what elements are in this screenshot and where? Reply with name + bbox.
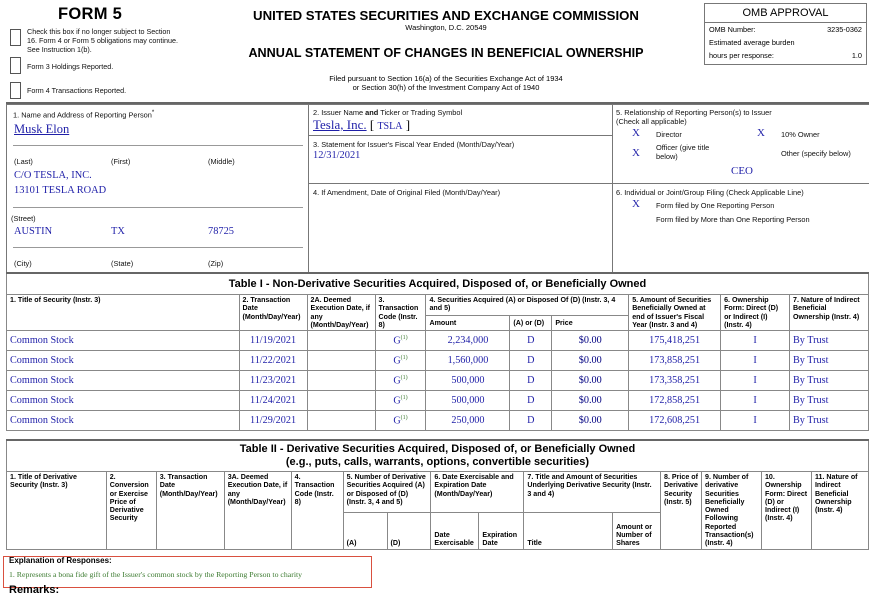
col-amount-owned: 5. Amount of Securities Beneficially Owned at end of Issuer's Fiscal Year (Instr. 3 and 4) [629, 295, 721, 331]
city-value: AUSTIN [14, 226, 53, 237]
label-line: Check this box if no longer subject to Section [27, 27, 171, 36]
col-securities-acquired-disposed: 4. Securities Acquired (A) or Disposed Of (D) (Instr. 3, 4 and 5) [426, 295, 629, 316]
no-longer-subject-label [27, 27, 178, 54]
col-underlying-title: Title [524, 513, 613, 550]
price: $0.00 [552, 371, 629, 391]
col-expiration-date: Expiration Date [479, 513, 524, 550]
col-nature-of-ownership: 11. Nature of Indirect Beneficial Ownership (Instr. 4) [811, 472, 868, 550]
owner10-check-mark[interactable]: X [757, 127, 765, 139]
asterisk: * [151, 110, 155, 116]
amount: 1,560,000 [426, 351, 510, 371]
name-underline [13, 145, 303, 146]
transaction-code [375, 411, 426, 431]
omb-number-value: 3235-0362 [827, 25, 862, 34]
amount: 500,000 [426, 371, 510, 391]
transaction-date: 11/29/2021 [239, 411, 307, 431]
deemed-date [307, 391, 375, 411]
transaction-code [375, 351, 426, 371]
table-2-title [7, 440, 869, 472]
price: $0.00 [552, 391, 629, 411]
col-price: Price [552, 315, 629, 331]
box3-divider [308, 183, 613, 184]
ticker-close-bracket: ] [405, 117, 411, 132]
form3-holdings-label: Form 3 Holdings Reported. [27, 62, 114, 71]
footnote-ref[interactable]: (1) [400, 354, 408, 361]
box2-label-post: Ticker or Trading Symbol [378, 108, 463, 117]
fiscal-year-end-value: 12/31/2021 [313, 150, 361, 161]
label-line: See Instruction 1(b). [27, 45, 92, 54]
col-number-of-derivatives: 5. Number of Derivative Securities Acquired (A) or Disposed of (D) (Instr. 3, 4 and 5) [343, 472, 431, 513]
box3-label: 3. Statement for Issuer's Fiscal Year Ended (Month/Day/Year) [313, 140, 515, 149]
deemed-date [307, 351, 375, 371]
box5-label [616, 108, 772, 126]
street-underline [13, 207, 303, 208]
deemed-date [307, 371, 375, 391]
col-underlying-securities: 7. Title and Amount of Securities Underlying Derivative Security (Instr. 3 and 4) [524, 472, 661, 513]
issuer-row [313, 117, 410, 133]
divider-col-1 [308, 104, 309, 272]
col-ownership-form: 10. Ownership Form: Direct (D) or Indirect (I) (Instr. 4) [761, 472, 811, 550]
form4-transactions-checkbox[interactable] [10, 82, 21, 99]
col-date-exercisable: Date Exercisable [431, 513, 479, 550]
nature-of-ownership: By Trust [790, 391, 869, 411]
explanation-title: Explanation of Responses: [9, 556, 112, 565]
col-nature-of-ownership: 7. Nature of Indirect Beneficial Ownership (Instr. 4) [790, 295, 869, 331]
table-row [7, 391, 869, 411]
footnote-ref[interactable]: (1) [400, 394, 408, 401]
one-person-label: Form filed by One Reporting Person [656, 201, 775, 210]
a-or-d: D [510, 371, 552, 391]
omb-title: OMB APPROVAL [705, 4, 866, 23]
col-derivative-price: 8. Price of Derivative Security (Instr. 5) [661, 472, 702, 550]
filed-line-1: Filed pursuant to Section 16(a) of the Securities Exchange Act of 1934 [329, 74, 563, 83]
amount: 250,000 [426, 411, 510, 431]
agency-location: Washington, D.C. 20549 [405, 23, 487, 32]
ownership-form: I [721, 351, 790, 371]
code-value: G [393, 375, 401, 387]
code-value: G [393, 395, 401, 407]
filed-pursuant [252, 74, 640, 92]
officer-label-1: Officer (give title [656, 143, 710, 152]
table-row [7, 351, 869, 371]
street-line-1: C/O TESLA, INC. [14, 170, 92, 181]
nature-of-ownership: By Trust [790, 411, 869, 431]
state-value: TX [111, 226, 125, 237]
box5-divider [612, 183, 869, 184]
a-or-d: D [510, 411, 552, 431]
officer-title-value: CEO [731, 165, 753, 177]
nature-of-ownership: By Trust [790, 331, 869, 351]
col-acquired-a: (A) [343, 513, 387, 550]
omb-number-row [705, 23, 866, 36]
col-date-exercisable-expiration: 6. Date Exercisable and Expiration Date (Month/Day/Year) [431, 472, 524, 513]
form3-holdings-checkbox[interactable] [10, 57, 21, 74]
street-line-2: 13101 TESLA ROAD [14, 185, 107, 196]
col-amount: Amount [426, 315, 510, 331]
omb-hours-row [705, 49, 866, 62]
ticker-open-bracket: [ [369, 117, 375, 132]
issuer-name-link[interactable]: Tesla, Inc. [313, 117, 367, 132]
ownership-form: I [721, 391, 790, 411]
box2-label-bold: and [365, 108, 379, 117]
owner10-label: 10% Owner [781, 130, 820, 139]
amount-owned: 172,608,251 [629, 411, 721, 431]
street-label: (Street) [11, 214, 36, 223]
box2-divider [308, 135, 613, 136]
security-title: Common Stock [7, 331, 240, 351]
col-transaction-date: 2. Transaction Date (Month/Day/Year) [239, 295, 307, 331]
box6-label: 6. Individual or Joint/Group Filing (Check Applicable Line) [616, 188, 804, 197]
agency-title: UNITED STATES SECURITIES AND EXCHANGE COMMISSION [253, 8, 639, 23]
ticker-symbol: TSLA [377, 121, 403, 132]
first-label: (First) [111, 157, 131, 166]
code-value: G [393, 415, 401, 427]
code-value: G [393, 335, 401, 347]
no-longer-subject-checkbox[interactable] [10, 29, 21, 46]
transaction-code [375, 331, 426, 351]
price: $0.00 [552, 351, 629, 371]
director-label: Director [656, 130, 682, 139]
omb-burden-row [705, 36, 866, 49]
box2-label [313, 108, 462, 117]
deemed-date [307, 411, 375, 431]
col-transaction-date: 3. Transaction Date (Month/Day/Year) [156, 472, 224, 550]
form-title: FORM 5 [58, 5, 123, 23]
a-or-d: D [510, 391, 552, 411]
box5-label-line2: (Check all applicable) [616, 117, 687, 126]
officer-check-mark[interactable]: X [632, 147, 640, 159]
col-conversion-price: 2. Conversion or Exercise Price of Derivative Security [106, 472, 156, 550]
divider-col-2 [612, 104, 613, 272]
table-row [7, 371, 869, 391]
zip-label: (Zip) [208, 259, 224, 268]
ownership-form: I [721, 331, 790, 351]
transaction-date: 11/22/2021 [239, 351, 307, 371]
footnote-1: 1. Represents a bona fide gift of the Issuer's common stock by the Reporting Person to charity [9, 570, 303, 579]
box1-label-text: 1. Name and Address of Reporting Person [13, 110, 152, 120]
security-title: Common Stock [7, 411, 240, 431]
table-2-title-line1: Table II - Derivative Securities Acquired, Disposed of, or Beneficially Owned [239, 443, 636, 455]
transaction-date: 11/23/2021 [239, 371, 307, 391]
omb-burden-label: Estimated average burden [709, 38, 795, 47]
zip-value: 78725 [208, 226, 234, 237]
city-underline [13, 247, 303, 248]
director-check-mark[interactable]: X [632, 127, 640, 139]
col-deemed-execution-date: 3A. Deemed Execution Date, if any (Month/Day/Year) [224, 472, 291, 550]
label-line: 16. Form 4 or Form 5 obligations may continue. [27, 36, 179, 45]
footnote-ref[interactable]: (1) [400, 334, 408, 341]
omb-hours-label: hours per response: [709, 51, 774, 60]
col-deemed-execution-date: 2A. Deemed Execution Date, if any (Month/Day/Year) [307, 295, 375, 331]
statement-title: ANNUAL STATEMENT OF CHANGES IN BENEFICIAL OWNERSHIP [248, 46, 644, 60]
nature-of-ownership: By Trust [790, 351, 869, 371]
security-title: Common Stock [7, 351, 240, 371]
a-or-d: D [510, 331, 552, 351]
transaction-code [375, 391, 426, 411]
officer-label-2: below) [656, 151, 678, 161]
form4-transactions-label: Form 4 Transactions Reported. [27, 86, 127, 95]
table-2-derivative [6, 439, 869, 550]
last-label: (Last) [14, 157, 33, 166]
filed-line-2: or Section 30(h) of the Investment Company Act of 1940 [352, 83, 540, 92]
transaction-date: 11/24/2021 [239, 391, 307, 411]
multi-person-label: Form filed by More than One Reporting Person [656, 215, 810, 224]
box4-label: 4. If Amendment, Date of Original Filed (Month/Day/Year) [313, 188, 501, 197]
amount-owned: 175,418,251 [629, 331, 721, 351]
price: $0.00 [552, 331, 629, 351]
a-or-d: D [510, 351, 552, 371]
amount: 500,000 [426, 391, 510, 411]
ownership-form: I [721, 411, 790, 431]
table-row [7, 411, 869, 431]
nature-of-ownership: By Trust [790, 371, 869, 391]
col-underlying-amount: Amount or Number of Shares [613, 513, 661, 550]
footnote-ref[interactable]: (1) [400, 374, 408, 381]
table-2-title-line2: (e.g., puts, calls, warrants, options, convertible securities) [285, 456, 590, 468]
one-person-check-mark[interactable]: X [632, 198, 640, 210]
top-divider [6, 102, 869, 104]
amount-owned: 173,858,251 [629, 351, 721, 371]
table-row [7, 331, 869, 351]
amount-owned: 172,858,251 [629, 391, 721, 411]
transaction-code [375, 371, 426, 391]
omb-number-label: OMB Number: [709, 25, 756, 34]
city-label: (City) [14, 259, 32, 268]
transaction-date: 11/19/2021 [239, 331, 307, 351]
ownership-form: I [721, 371, 790, 391]
security-title: Common Stock [7, 371, 240, 391]
middle-label: (Middle) [208, 157, 235, 166]
omb-approval-box [704, 3, 867, 65]
other-label: Other (specify below) [781, 149, 851, 158]
officer-label [656, 144, 709, 161]
col-derivative-title: 1. Title of Derivative Security (Instr. 3) [7, 472, 107, 550]
table-1-title: Table I - Non-Derivative Securities Acquired, Disposed of, or Beneficially Owned [7, 273, 869, 295]
state-label: (State) [111, 259, 134, 268]
price: $0.00 [552, 411, 629, 431]
deemed-date [307, 331, 375, 351]
table-1-non-derivative [6, 272, 869, 431]
col-disposed-d: (D) [387, 513, 431, 550]
box2-label-pre: 2. Issuer Name [313, 108, 366, 117]
box1-label [13, 110, 154, 119]
code-value: G [393, 355, 401, 367]
footnote-ref[interactable]: (1) [400, 414, 408, 421]
amount: 2,234,000 [426, 331, 510, 351]
col-transaction-code: 4. Transaction Code (Instr. 8) [291, 472, 343, 550]
col-ownership-form: 6. Ownership Form: Direct (D) or Indirect (I) (Instr. 4) [721, 295, 790, 331]
reporting-person-name-link[interactable]: Musk Elon [14, 122, 70, 136]
col-derivatives-owned: 9. Number of derivative Securities Beneficially Owned Following Reported Transaction(s) (Instr. 4) [702, 472, 762, 550]
omb-hours-value: 1.0 [851, 51, 862, 60]
remarks-title: Remarks: [9, 584, 60, 596]
col-a-or-d: (A) or (D) [510, 315, 552, 331]
col-transaction-code: 3. Transaction Code (Instr. 8) [375, 295, 426, 331]
amount-owned: 173,358,251 [629, 371, 721, 391]
box5-label-line1: 5. Relationship of Reporting Person(s) to Issuer [616, 108, 772, 117]
security-title: Common Stock [7, 391, 240, 411]
col-title-of-security: 1. Title of Security (Instr. 3) [7, 295, 240, 331]
